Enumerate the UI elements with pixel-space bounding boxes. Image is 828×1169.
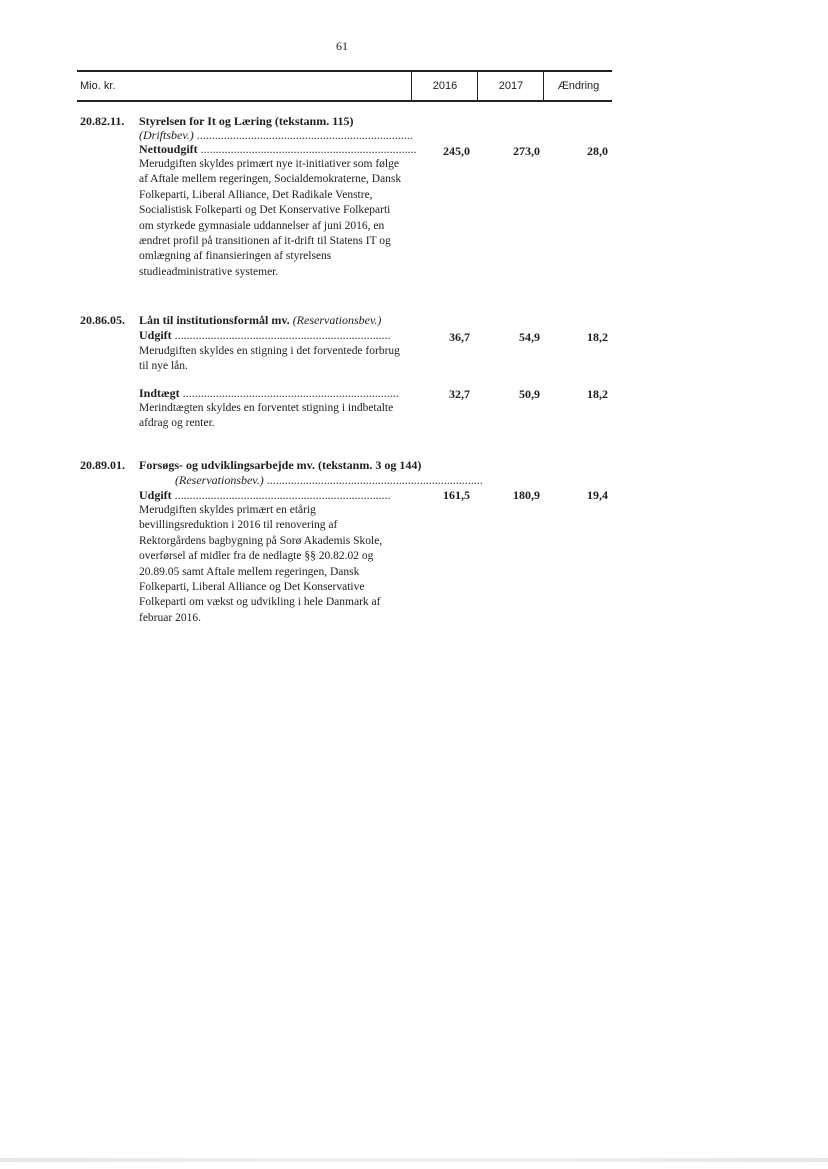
unit-label: Mio. kr. xyxy=(80,80,116,92)
value-2017: 180,9 xyxy=(513,488,540,502)
section-title: Lån til institutionsformål mv. xyxy=(139,313,290,327)
value-2017: 50,9 xyxy=(519,387,540,401)
header-bottom-rule xyxy=(77,100,612,102)
value-2016: 161,5 xyxy=(443,488,470,502)
page-number: 61 xyxy=(336,39,348,53)
column-divider xyxy=(477,72,478,100)
explanation-text: Merudgiften skyldes en stigning i det forventede forbrug til nye lån. xyxy=(139,345,400,373)
value-change: 19,4 xyxy=(587,488,608,502)
value-change: 18,2 xyxy=(587,330,608,344)
section-title: Forsøgs- og udviklingsarbejde mv. (tekstanm. 3 og 144) xyxy=(139,458,422,472)
column-header-2017: 2017 xyxy=(498,80,524,92)
section-title: Styrelsen for It og Læring (tekstanm. 115) xyxy=(139,114,354,128)
section-code: 20.89.01. xyxy=(80,458,125,472)
value-2016: 36,7 xyxy=(449,330,470,344)
scan-edge xyxy=(0,1158,828,1162)
explanation-text: Merindtægten skyldes en forventet stigning i indbetalte afdrag og renter. xyxy=(139,402,394,430)
explanation-text: Merudgiften skyldes primært nye it-initiativer som følge af Aftale mellem regeringen, Socialdemokraterne, Dansk Folkeparti, Liberal Alliance, Det Radikale Venstre, Socialistisk Folkeparti og Det Konservative Folkeparti om styrkede gymnasiale uddannelser af juni 2016, en ændret profil på transitionen af it-drift til Statens IT og omlægning af finansieringen af styrelsens studieadministrative systemer. xyxy=(139,158,402,278)
explanation-text: Merudgiften skyldes primært en etårig bevillingsreduktion i 2016 til renovering af Rektorgårdens bagbygning på Sorø Akademis Skole, overførsel af midler fra de nedlagte §§ 20.82.02 og 20.89.05 samt Aftale mellem regeringen, Dansk Folkeparti, Liberal Alliance og Det Konservative Folkeparti om vækst og udvikling i hele Danmark af februar 2016. xyxy=(139,504,383,624)
value-change: 28,0 xyxy=(587,144,608,158)
value-2017: 273,0 xyxy=(513,144,540,158)
column-divider xyxy=(411,72,412,100)
item-label-row: Indtægt ........................................................................ xyxy=(139,386,399,400)
column-header-2016: 2016 xyxy=(432,80,458,92)
column-header-change: Ændring xyxy=(557,80,600,92)
value-2016: 245,0 xyxy=(443,144,470,158)
item-label-row: Udgift ........................................................................ xyxy=(139,488,391,502)
column-divider xyxy=(543,72,544,100)
item-label-row: Nettoudgift ........................................................................ xyxy=(139,142,417,156)
appropriation-type: (Driftsbev.) ........................................................................ xyxy=(139,128,413,142)
section-code: 20.82.11. xyxy=(80,114,125,128)
appropriation-type: (Reservationsbev.) ........................................................................ xyxy=(175,473,483,487)
item-label-row: Udgift ........................................................................ xyxy=(139,328,391,342)
value-2016: 32,7 xyxy=(449,387,470,401)
section-title-row: Lån til institutionsformål mv. (Reservationsbev.) xyxy=(139,313,382,327)
section-code: 20.86.05. xyxy=(80,313,125,327)
value-change: 18,2 xyxy=(587,387,608,401)
value-2017: 54,9 xyxy=(519,330,540,344)
